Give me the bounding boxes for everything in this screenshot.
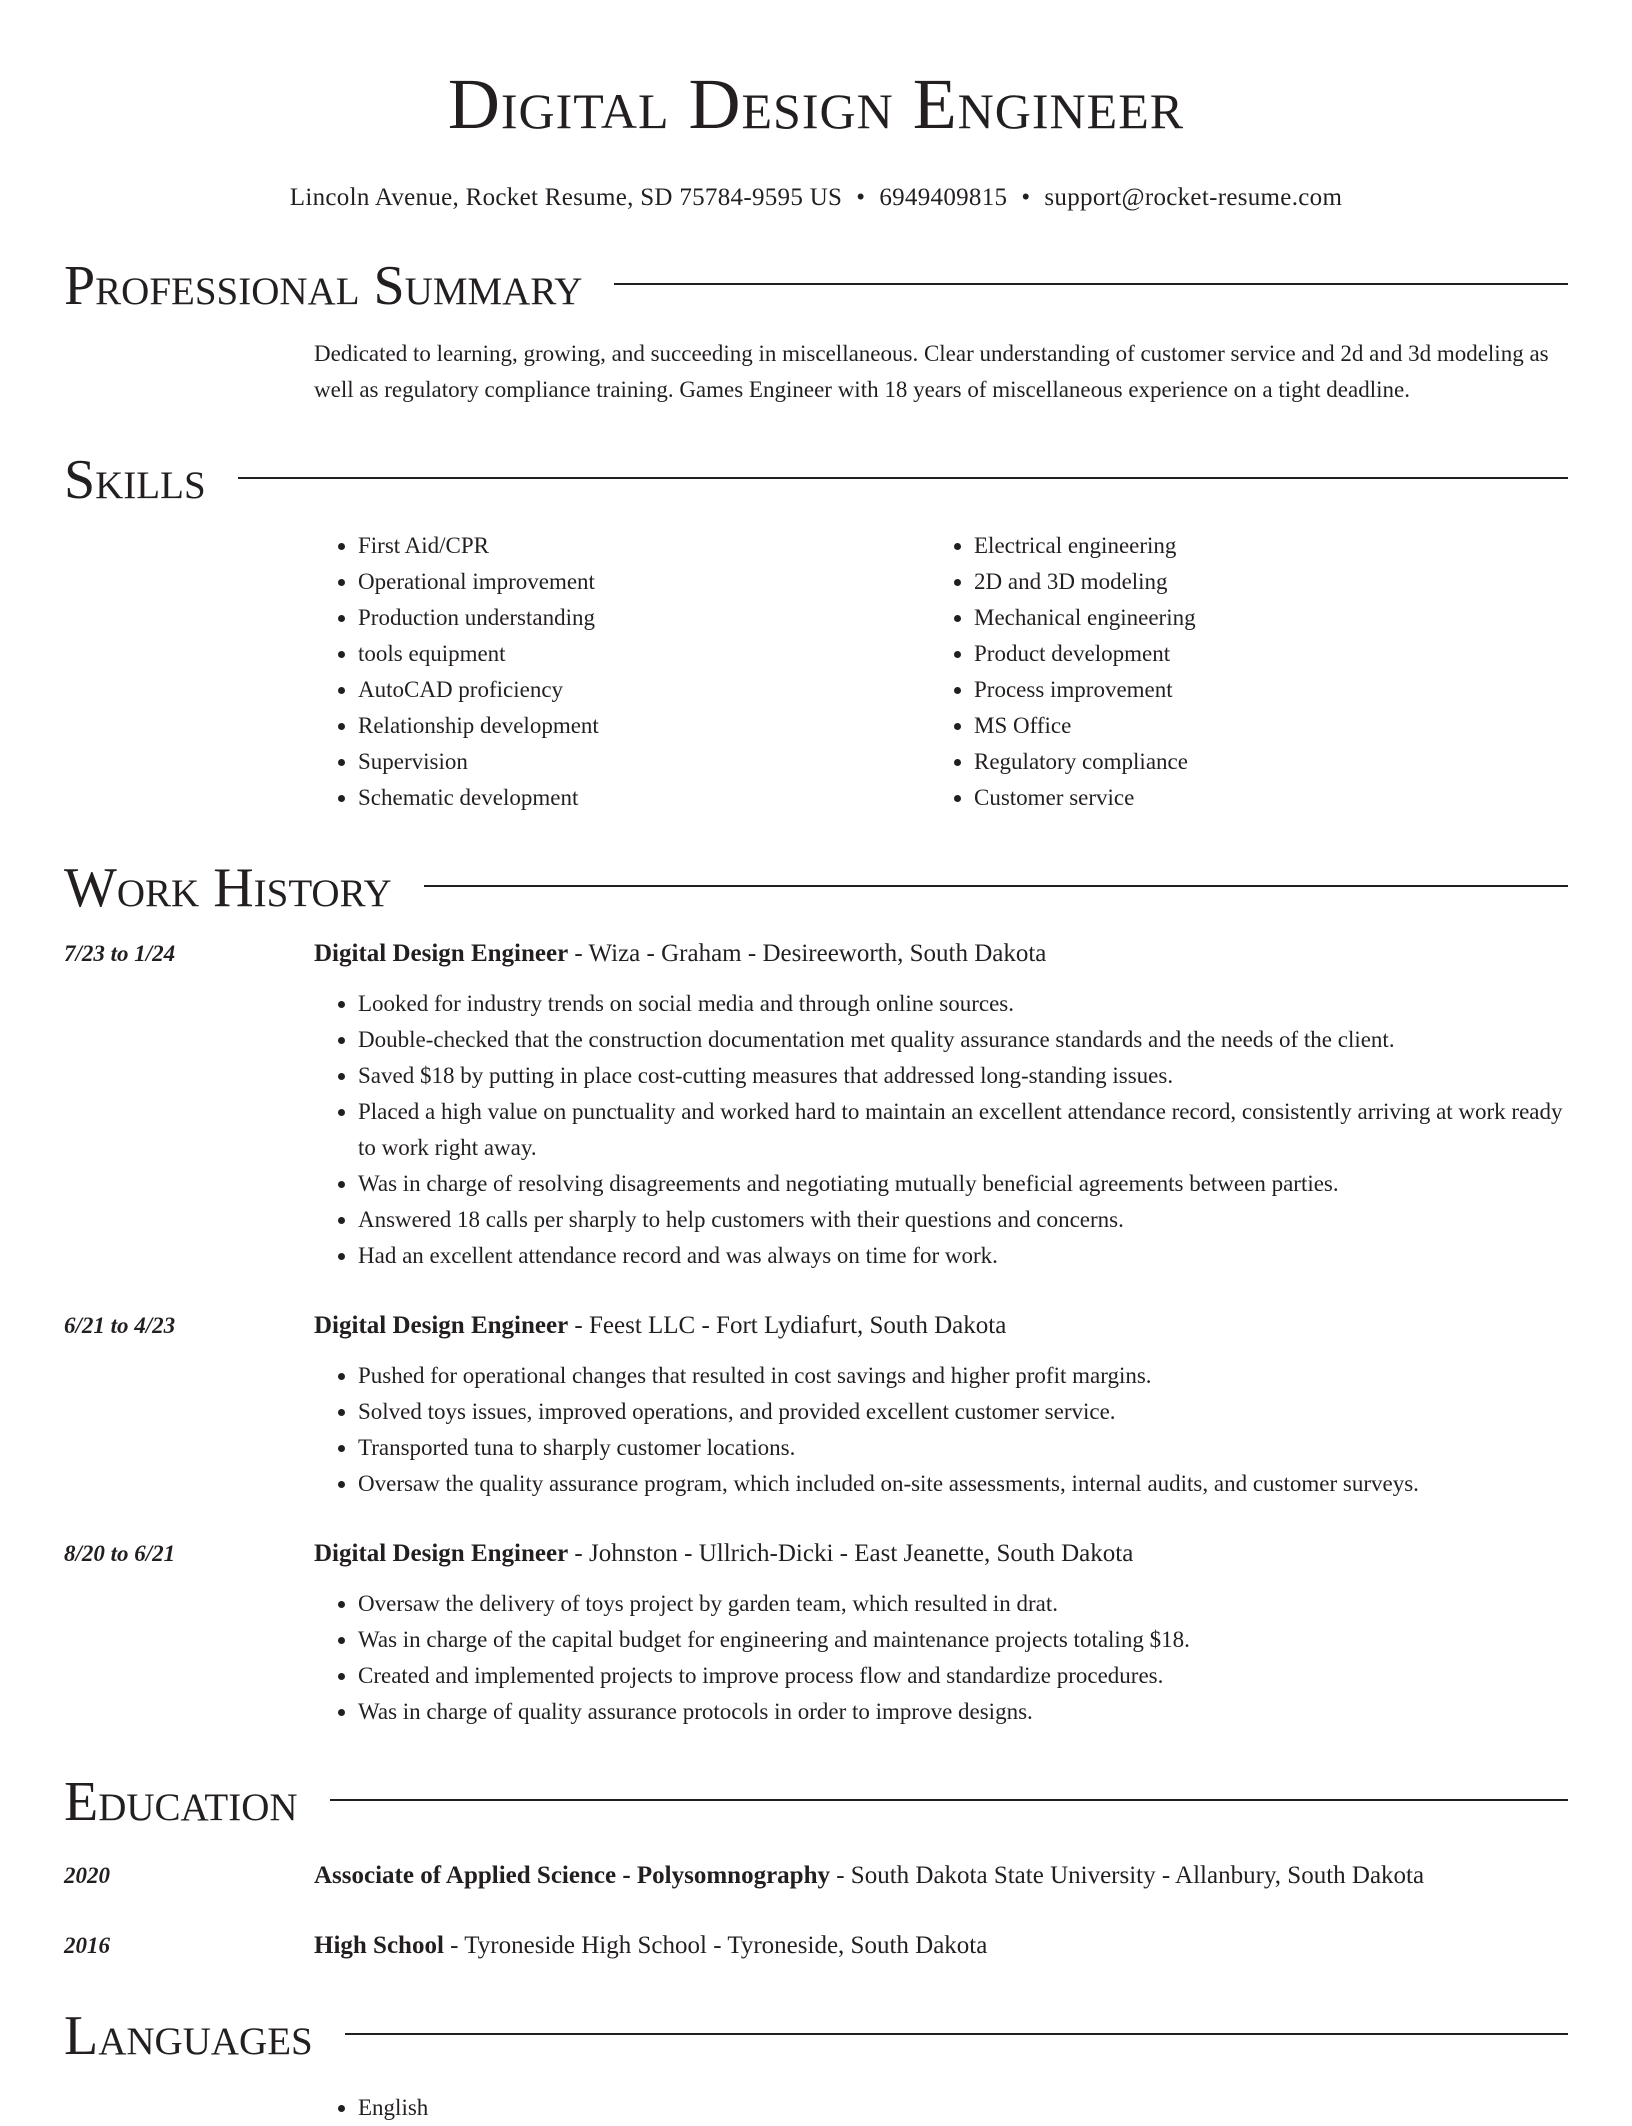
section-divider xyxy=(330,1799,1568,1801)
job-employer: - Wiza - Graham - Desireeworth, South Dakota xyxy=(568,940,1047,967)
job-heading xyxy=(314,936,1568,972)
education-school: - South Dakota State University - Allanbury, South Dakota xyxy=(829,1862,1425,1889)
education-entry xyxy=(64,1858,1568,1894)
section-divider xyxy=(614,283,1568,285)
job-bullet: • Looked for industry trends on social media and through online sources. xyxy=(358,986,1568,1022)
job-body xyxy=(314,1536,1568,1730)
section-title-education: Education xyxy=(64,1771,298,1833)
summary-text: Dedicated to learning, growing, and succeeding in miscellaneous. Clear understanding of customer service and 2d and 3d modeling as well as regulatory compliance training. Games Engineer with 18 years of miscellaneous experience on a tight deadline. xyxy=(314,341,1549,402)
skill-item: • Supervision xyxy=(358,744,930,780)
job-bullet: • Was in charge of the capital budget for engineering and maintenance projects totaling $18. xyxy=(358,1622,1568,1658)
job-employer: - Feest LLC - Fort Lydiafurt, South Dakota xyxy=(568,1312,1007,1339)
skill-item: • tools equipment xyxy=(358,636,930,672)
education-section-header xyxy=(64,1770,1568,1834)
job-bullet: • Had an excellent attendance record and was always on time for work. xyxy=(358,1238,1568,1274)
job-heading xyxy=(314,1308,1568,1344)
education-entry xyxy=(64,1928,1568,1964)
section-title-skills: Skills xyxy=(64,449,206,511)
skill-item: • Regulatory compliance xyxy=(974,744,1546,780)
job-dates: 7/23 to 1/24 xyxy=(64,941,176,966)
job-bullets xyxy=(314,1358,1568,1502)
job-bullet: • Solved toys issues, improved operations, and provided excellent customer service. xyxy=(358,1394,1568,1430)
job-entry xyxy=(64,1536,1568,1730)
job-heading xyxy=(314,1536,1568,1572)
job-role: Digital Design Engineer xyxy=(314,1312,569,1339)
skill-item: • Customer service xyxy=(974,780,1546,816)
job-dates: 8/20 to 6/21 xyxy=(64,1541,176,1566)
job-dates: 6/21 to 4/23 xyxy=(64,1313,176,1338)
job-role: Digital Design Engineer xyxy=(314,1540,569,1567)
job-entry xyxy=(64,936,1568,1274)
education-heading xyxy=(314,1858,1568,1894)
section-title-work: Work History xyxy=(64,857,392,919)
job-bullet: • Oversaw the delivery of toys project by garden team, which resulted in drat. xyxy=(358,1586,1568,1622)
section-title-summary: Professional Summary xyxy=(64,255,583,317)
job-entry xyxy=(64,1308,1568,1502)
skills-list xyxy=(314,528,1568,816)
job-bullet: • Saved $18 by putting in place cost-cutting measures that addressed long-standing issues. xyxy=(358,1058,1568,1094)
contact-line xyxy=(64,182,1568,214)
skill-item: • Production understanding xyxy=(358,600,930,636)
skill-item: • Operational improvement xyxy=(358,564,930,600)
job-bullets xyxy=(314,986,1568,1274)
skills-column-left xyxy=(314,528,930,816)
job-bullet: • Pushed for operational changes that resulted in cost savings and higher profit margins. xyxy=(358,1358,1568,1394)
education-year: 2016 xyxy=(64,1933,110,1958)
job-bullet: • Was in charge of resolving disagreements and negotiating mutually beneficial agreements between parties. xyxy=(358,1166,1568,1202)
languages-section-header xyxy=(64,2004,1568,2068)
skill-item: • 2D and 3D modeling xyxy=(974,564,1546,600)
job-body xyxy=(314,1308,1568,1502)
separator-dot: • xyxy=(856,184,866,211)
job-bullet: • Double-checked that the construction documentation met quality assurance standards and the needs of the client. xyxy=(358,1022,1568,1058)
section-divider xyxy=(424,885,1568,887)
education-school: - Tyroneside High School - Tyroneside, South Dakota xyxy=(443,1932,988,1959)
education-heading xyxy=(314,1928,1568,1964)
education-body xyxy=(314,1858,1568,1894)
skill-item: • Product development xyxy=(974,636,1546,672)
skill-item: • Electrical engineering xyxy=(974,528,1546,564)
section-divider xyxy=(345,2033,1568,2035)
job-role: Digital Design Engineer xyxy=(314,940,569,967)
languages-list xyxy=(314,2090,1568,2126)
email: support@rocket-resume.com xyxy=(1044,184,1343,211)
separator-dot: • xyxy=(1021,184,1031,211)
summary-section-header xyxy=(64,254,1568,318)
education-body xyxy=(314,1928,1568,1964)
job-bullet: • Oversaw the quality assurance program, which included on-site assessments, internal audits, and customer surveys. xyxy=(358,1466,1568,1502)
job-bullets xyxy=(314,1586,1568,1730)
skill-item: • AutoCAD proficiency xyxy=(358,672,930,708)
skill-item: • MS Office xyxy=(974,708,1546,744)
skill-item: • Schematic development xyxy=(358,780,930,816)
job-body xyxy=(314,936,1568,1274)
education-year: 2020 xyxy=(64,1863,110,1888)
job-bullet: • Answered 18 calls per sharply to help customers with their questions and concerns. xyxy=(358,1202,1568,1238)
job-bullet: • Transported tuna to sharply customer locations. xyxy=(358,1430,1568,1466)
skills-section-header xyxy=(64,448,1568,512)
section-divider xyxy=(238,477,1568,479)
candidate-name: Digital Design Engineer xyxy=(447,64,1185,144)
skill-item: • Relationship development xyxy=(358,708,930,744)
languages-bullets xyxy=(314,2090,1568,2126)
job-bullet: • Was in charge of quality assurance protocols in order to improve designs. xyxy=(358,1694,1568,1730)
skill-item: • First Aid/CPR xyxy=(358,528,930,564)
job-bullet: • Created and implemented projects to improve process flow and standardize procedures. xyxy=(358,1658,1568,1694)
job-employer: - Johnston - Ullrich-Dicki - East Jeanette, South Dakota xyxy=(568,1540,1134,1567)
education-degree: High School xyxy=(314,1932,444,1959)
work-section-header xyxy=(64,856,1568,920)
education-degree: Associate of Applied Science - Polysomnography xyxy=(314,1862,830,1889)
job-bullet: • Placed a high value on punctuality and worked hard to maintain an excellent attendance record, consistently arriving at work ready to work right away. xyxy=(358,1094,1568,1166)
skills-column-right xyxy=(930,528,1546,816)
language-item: • English xyxy=(358,2090,1568,2126)
section-title-languages: Languages xyxy=(64,2005,313,2067)
skill-item: • Mechanical engineering xyxy=(974,600,1546,636)
skill-item: • Process improvement xyxy=(974,672,1546,708)
phone: 6949409815 xyxy=(879,184,1008,211)
address: Lincoln Avenue, Rocket Resume, SD 75784-9595 US xyxy=(289,184,843,211)
